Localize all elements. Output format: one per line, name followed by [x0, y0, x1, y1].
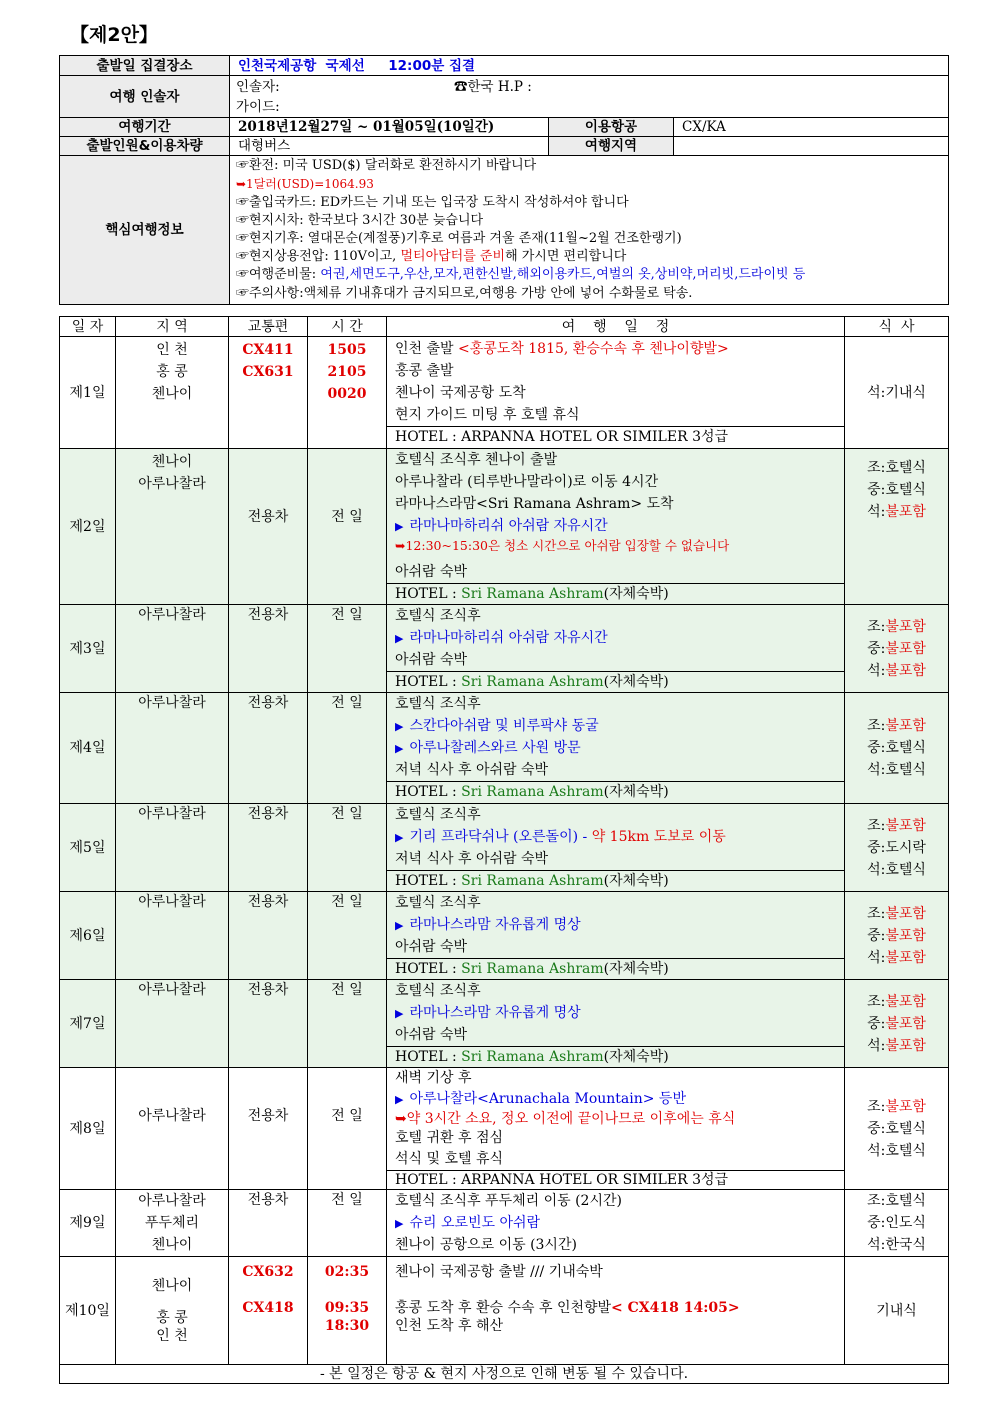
time-cell [308, 337, 387, 449]
time: 전 일 [308, 693, 387, 804]
flight: CX632 [242, 1264, 294, 1280]
day-label: 제2일 [60, 449, 116, 605]
period-label: 여행기간 [60, 118, 230, 137]
meal [849, 1035, 944, 1057]
day-label: 제7일 [60, 980, 116, 1068]
core-line: ☞주의사항:액체류 기내휴대가 금지되므로,여행용 가방 안에 넣어 수화물로 탁송. [236, 285, 693, 301]
core-info [230, 156, 949, 305]
transport: 전용차 [229, 1190, 308, 1257]
itinerary-line: 아쉬람 숙박 [395, 652, 468, 668]
hotel-prefix: HOTEL : [395, 1049, 462, 1065]
footer-note: - 본 일정은 항공 & 현지 사정으로 인해 변동 될 수 있습니다. [60, 1365, 949, 1384]
time: 전 일 [308, 892, 387, 980]
header-itinerary: 여 행 일 정 [387, 317, 845, 337]
itinerary-cell [387, 980, 845, 1068]
time: 전 일 [308, 449, 387, 605]
hotel-suffix: (자체숙박) [603, 586, 669, 602]
day-row [60, 605, 949, 693]
itinerary-line [391, 1212, 840, 1234]
itinerary-text: 라마나스라맘 자유롭게 명상 [409, 917, 581, 933]
header-day: 일 자 [60, 317, 116, 337]
itinerary-text: 아루나찰라<Arunachala Mountain> 등반 [409, 1091, 686, 1107]
meal: 중:호텔식 [867, 740, 926, 756]
region: 첸나이 [151, 386, 193, 402]
transport: 전용차 [229, 804, 308, 892]
day-row [60, 337, 949, 449]
airline-label: 이용항공 [549, 118, 674, 137]
day-row [60, 1257, 949, 1365]
itinerary-cell [387, 1190, 845, 1257]
day-label: 제9일 [60, 1190, 116, 1257]
itinerary-text: < CX418 14:05> [611, 1300, 740, 1316]
meal-value: 불포함 [885, 993, 926, 1010]
itinerary-cell [387, 1257, 845, 1365]
itinerary-line: 석식 및 호텔 휴식 [395, 1151, 504, 1167]
period-value: 2018년12월27일 ~ 01월05일(10일간) [230, 118, 549, 137]
guide-label: 여행 인솔자 [60, 76, 230, 118]
itinerary-line: 호텔식 조식후 [395, 608, 481, 624]
people-label: 출발인원&이용차량 [60, 137, 230, 156]
itinerary-line: 저녁 식사 후 아쉬람 숙박 [395, 851, 549, 867]
bullet-triangle-icon: ▶ [395, 720, 404, 733]
itinerary-line: 첸나이 공항으로 이동 (3시간) [395, 1237, 577, 1253]
meal-value: 불포함 [885, 1098, 926, 1115]
day-label: 제1일 [60, 337, 116, 449]
meal-value: 불포함 [885, 618, 926, 635]
itinerary-line [391, 338, 840, 360]
region: 첸나이 [151, 1237, 193, 1253]
meal [849, 1096, 944, 1118]
transport: 전용차 [229, 980, 308, 1068]
itinerary-line: 호텔식 조식후 푸두체리 이동 (2시간) [395, 1193, 622, 1209]
meal: 조:호텔식 [867, 460, 926, 476]
meal: 석:호텔식 [867, 1142, 926, 1159]
guide-cell [230, 76, 949, 118]
itinerary-line [391, 1299, 840, 1317]
region-cell [116, 1190, 229, 1257]
itinerary-line [391, 627, 840, 649]
core-text: ☞여행준비물: [236, 267, 321, 283]
meal-value: 불포함 [885, 1015, 926, 1032]
hotel-line: HOTEL : ARPANNA HOTEL OR SIMILER 3성급 [387, 426, 844, 447]
meal-prefix: 조: [867, 905, 886, 922]
meal [849, 715, 944, 737]
day-row [60, 449, 949, 605]
itinerary-line: 호텔식 조식후 [395, 807, 481, 823]
itinerary-line [391, 737, 840, 759]
core-text: 멀티아답터를 준비 [400, 249, 506, 265]
core-line: ☞출입국카드: ED카드는 기내 또는 입국장 도착시 작성하셔야 합니다 [236, 194, 629, 210]
meal-prefix: 석: [867, 662, 886, 679]
meals-cell [845, 1068, 949, 1190]
itinerary-text: 라마나스라맘 자유롭게 명상 [409, 1005, 581, 1021]
core-label: 핵심여행정보 [60, 156, 230, 305]
meal [849, 947, 944, 969]
meal: 중:인도식 [867, 1215, 926, 1231]
hotel-suffix: (자체숙박) [603, 1049, 669, 1065]
itinerary-line [391, 826, 840, 848]
meal-value: 불포함 [885, 905, 926, 922]
itinerary-line: 첸나이 국제공항 도착 [395, 385, 526, 401]
day-row [60, 1190, 949, 1257]
bullet-triangle-icon: ▶ [395, 520, 404, 533]
time: 18:30 [324, 1318, 370, 1334]
meal-prefix: 석: [867, 1037, 886, 1054]
time: 전 일 [308, 1190, 387, 1257]
flight: CX418 [242, 1300, 294, 1316]
itinerary-cell [387, 337, 845, 449]
region-cell [116, 449, 229, 605]
core-text: ☞현지상용전압: 110V이고, [236, 249, 401, 265]
region: 아루나찰라 [116, 804, 229, 892]
meal-prefix: 중: [867, 1015, 886, 1032]
meal-value: 불포함 [885, 927, 926, 944]
meet-label: 출발일 집결장소 [60, 56, 230, 76]
itinerary-line: 홍콩 출발 [395, 363, 454, 379]
meal-value: 불포함 [885, 949, 926, 966]
flight-cell [229, 1257, 308, 1365]
meal-value: 불포함 [885, 1037, 926, 1054]
time: 1505 [327, 342, 367, 358]
meal-prefix: 중: [867, 927, 886, 944]
meal [849, 1013, 944, 1035]
region: 아루나찰라 [116, 980, 229, 1068]
itinerary-line [391, 715, 840, 737]
bullet-triangle-icon: ▶ [395, 1093, 404, 1106]
hotel-name: Sri Ramana Ashram [461, 586, 604, 602]
itinerary-line: 첸나이 국제공항 출발 /// 기내숙박 [395, 1264, 603, 1280]
day-row [60, 693, 949, 804]
region: 인 천 [156, 342, 188, 358]
transport: 전용차 [229, 693, 308, 804]
itinerary-line: 새벽 기상 후 [395, 1070, 472, 1086]
meals-cell [845, 693, 949, 804]
itinerary-text: 라마나마하리쉬 아쉬람 자유시간 [409, 630, 608, 646]
meals-cell [845, 892, 949, 980]
core-line: ☞현지기후: 열대몬순(계절풍)기후로 여름과 겨울 존재(11월~2월 건조한랭기) [236, 231, 682, 246]
meal-value: 불포함 [885, 817, 926, 834]
meal: 석:한국식 [867, 1237, 926, 1253]
itinerary-line: 호텔식 조식후 [395, 895, 481, 911]
bullet-triangle-icon: ▶ [395, 742, 404, 755]
meal [849, 925, 944, 947]
hotel-name: Sri Ramana Ashram [461, 873, 604, 889]
region: 홍 콩 [156, 1309, 188, 1326]
meal-prefix: 조: [867, 618, 886, 635]
itinerary-line [391, 1089, 840, 1110]
hotel-line [387, 958, 844, 979]
hotel-prefix: HOTEL : [395, 784, 462, 800]
hotel-name: Sri Ramana Ashram [461, 674, 604, 690]
flight: CX631 [242, 364, 294, 380]
core-line: ➥1달러(USD)=1064.93 [236, 177, 374, 192]
phone-label: ☎한국 H.P : [454, 78, 532, 95]
meal-prefix: 중: [867, 640, 886, 657]
region-cell [116, 1257, 229, 1365]
meals-cell [845, 1190, 949, 1257]
meal [849, 638, 944, 660]
itinerary-text: 슈리 오로빈도 아쉬람 [409, 1215, 541, 1231]
hotel-line [387, 781, 844, 802]
itinerary-line: ➥12:30~15:30은 청소 시간으로 아쉬람 입장할 수 없습니다 [395, 538, 730, 553]
region: 아루나찰라 [138, 476, 206, 492]
hotel-name: Sri Ramana Ashram [461, 961, 604, 977]
meal-prefix: 석: [867, 949, 886, 966]
transport: 전용차 [229, 605, 308, 693]
meal-prefix: 석: [867, 504, 886, 520]
meal: 석:호텔식 [867, 762, 926, 778]
day-label: 제6일 [60, 892, 116, 980]
itinerary-line: 호텔식 조식후 [395, 696, 481, 712]
core-line [236, 248, 942, 266]
meal-prefix: 조: [867, 993, 886, 1010]
hotel-prefix: HOTEL : [395, 961, 462, 977]
bullet-triangle-icon: ▶ [395, 632, 404, 645]
itinerary-cell [387, 804, 845, 892]
hotel-name: Sri Ramana Ashram [461, 1049, 604, 1065]
itinerary-line [391, 1002, 840, 1024]
itinerary-line: 호텔식 조식후 [395, 983, 481, 999]
meal [849, 903, 944, 925]
meals-cell [845, 804, 949, 892]
day-label: 제4일 [60, 693, 116, 804]
meals-cell [845, 449, 949, 605]
meal [849, 815, 944, 837]
region: 아루나찰라 [116, 693, 229, 804]
time: 02:35 [324, 1264, 370, 1280]
region-value [674, 137, 949, 156]
day-label: 제5일 [60, 804, 116, 892]
hotel-line [387, 583, 844, 604]
day-label: 제10일 [60, 1257, 116, 1365]
bullet-triangle-icon: ▶ [395, 1007, 404, 1020]
header-meals: 식 사 [845, 317, 949, 337]
people-value: 대형버스 [230, 137, 549, 156]
itinerary-line: 아쉬람 숙박 [395, 939, 468, 955]
hotel-suffix: (자체숙박) [603, 873, 669, 889]
header-region: 지 역 [116, 317, 229, 337]
meal: 기내식 [876, 1302, 917, 1319]
meal-prefix: 조: [867, 718, 886, 734]
meal-value: 불포함 [885, 718, 926, 734]
core-line: ☞환전: 미국 USD($) 달러화로 환전하시기 바랍니다 [236, 158, 537, 174]
time: 전 일 [308, 804, 387, 892]
day-label: 제3일 [60, 605, 116, 693]
header-time: 시 간 [308, 317, 387, 337]
meal [849, 660, 944, 682]
itinerary-text: 라마나마하리쉬 아쉬람 자유시간 [409, 518, 608, 534]
itinerary-line: 아쉬람 숙박 [395, 1027, 468, 1043]
itinerary-cell [387, 1068, 845, 1190]
time: 0020 [327, 386, 367, 402]
transport: 전용차 [229, 1068, 308, 1190]
transport: 전용차 [229, 449, 308, 605]
hotel-suffix: (자체숙박) [603, 961, 669, 977]
schedule-table [59, 316, 949, 1384]
bullet-triangle-icon: ▶ [395, 831, 404, 844]
core-text: 여권,세면도구,우산,모자,편한신발,해외이용카드,여벌의 옷,상비약,머리빗,드라이빗 등 [320, 267, 806, 283]
meal-prefix: 조: [867, 817, 886, 834]
info-table [59, 55, 949, 305]
time-cell [308, 1257, 387, 1365]
meal-value: 불포함 [885, 504, 926, 520]
meal [849, 991, 944, 1013]
day-row [60, 1068, 949, 1190]
airline-value: CX/KA [674, 118, 949, 137]
time: 09:35 [324, 1300, 370, 1316]
region: 홍 콩 [156, 364, 188, 380]
flight-cell [229, 337, 308, 449]
meal [849, 616, 944, 638]
itinerary-text: 약 15km 도보로 이동 [591, 829, 726, 845]
meal: 중:도시락 [867, 839, 926, 856]
meal: 중:호텔식 [867, 1120, 926, 1137]
region: 아루나찰라 [138, 1193, 206, 1209]
itinerary-line: 아쉬람 숙박 [395, 564, 468, 580]
meet-value: 인천국제공항 국제선 12:00분 집결 [230, 56, 949, 76]
transport: 전용차 [229, 892, 308, 980]
itinerary-line: 호텔식 조식후 첸나이 출발 [395, 452, 558, 468]
region: 아루나찰라 [116, 605, 229, 693]
region: 푸두체리 [144, 1215, 200, 1231]
day-row [60, 980, 949, 1068]
hotel-line [387, 671, 844, 692]
itinerary-line: 현지 가이드 미팅 후 호텔 휴식 [395, 407, 580, 423]
itinerary-text: 스칸다아쉬람 및 비루팍샤 동굴 [409, 718, 599, 734]
meal-value: 불포함 [885, 640, 926, 657]
page-title: 【제2안】 [70, 24, 158, 46]
region: 첸나이 [151, 1277, 193, 1294]
itinerary-cell [387, 449, 845, 605]
hotel-suffix: (자체숙박) [603, 674, 669, 690]
hotel-line: HOTEL : ARPANNA HOTEL OR SIMILER 3성급 [387, 1170, 844, 1189]
itinerary-text: 홍콩 도착 후 환승 수속 후 인천향발 [395, 1300, 612, 1316]
meal-prefix: 조: [867, 1098, 886, 1115]
hotel-prefix: HOTEL : [395, 586, 462, 602]
core-text: 해 가시면 편리합니다 [505, 249, 627, 265]
time: 전 일 [308, 980, 387, 1068]
meal: 석:기내식 [867, 384, 926, 401]
itinerary-text: 기리 프라닥쉬나 (오른돌이) - [409, 829, 592, 845]
meal: 중:호텔식 [867, 482, 926, 498]
meal: 조:호텔식 [867, 1193, 926, 1209]
core-line [236, 266, 942, 284]
time: 전 일 [308, 1068, 387, 1190]
meals-cell [845, 605, 949, 693]
region-label: 여행지역 [549, 137, 674, 156]
day-row [60, 804, 949, 892]
hotel-line [387, 870, 844, 891]
meals-cell [845, 337, 949, 449]
hotel-name: Sri Ramana Ashram [461, 784, 604, 800]
meals-cell [845, 1257, 949, 1365]
meal: 석:호텔식 [867, 861, 926, 878]
itinerary-line: ➥약 3시간 소요, 정오 이전에 끝이나므로 이후에는 휴식 [395, 1111, 736, 1127]
meals-cell [845, 980, 949, 1068]
region: 첸나이 [151, 454, 193, 470]
leader-label: 인솔자: [236, 78, 280, 95]
header-transport: 교통편 [229, 317, 308, 337]
itinerary-text: 인천 출발 [395, 341, 458, 357]
time: 전 일 [308, 605, 387, 693]
hotel-prefix: HOTEL : [395, 873, 462, 889]
bullet-triangle-icon: ▶ [395, 919, 404, 932]
itinerary-line: 호텔 귀환 후 점심 [395, 1130, 504, 1146]
bullet-triangle-icon: ▶ [395, 1217, 404, 1230]
itinerary-cell [387, 693, 845, 804]
hotel-suffix: (자체숙박) [603, 784, 669, 800]
region: 아루나찰라 [116, 892, 229, 980]
region: 아루나찰라 [116, 1068, 229, 1190]
itinerary-text: 아루나찰레스와르 사원 방문 [409, 740, 581, 756]
itinerary-text: <홍콩도착 1815, 환승수속 후 첸나이향발> [458, 341, 729, 357]
itinerary-cell [387, 892, 845, 980]
itinerary-line: 인천 도착 후 해산 [395, 1318, 504, 1334]
day-row [60, 892, 949, 980]
itinerary-line: 라마나스라맘<Sri Ramana Ashram> 도착 [395, 496, 674, 512]
core-line: ☞현지시차: 한국보다 3시간 30분 늦습니다 [236, 212, 484, 228]
itinerary-line [391, 914, 840, 936]
meal [849, 501, 944, 523]
itinerary-line: 아루나찰라 (티루반나말라이)로 이동 4시간 [395, 474, 659, 490]
hotel-prefix: HOTEL : [395, 674, 462, 690]
flight: CX411 [242, 342, 294, 358]
itinerary-cell [387, 605, 845, 693]
region-cell [116, 337, 229, 449]
itinerary-line: 저녁 식사 후 아쉬람 숙박 [395, 762, 549, 778]
hotel-line [387, 1046, 844, 1067]
day-label: 제8일 [60, 1068, 116, 1190]
guide-line: 가이드: [236, 98, 280, 115]
itinerary-line [391, 515, 840, 537]
time: 2105 [327, 364, 367, 380]
region: 인 천 [156, 1327, 188, 1344]
meal-value: 불포함 [885, 662, 926, 679]
